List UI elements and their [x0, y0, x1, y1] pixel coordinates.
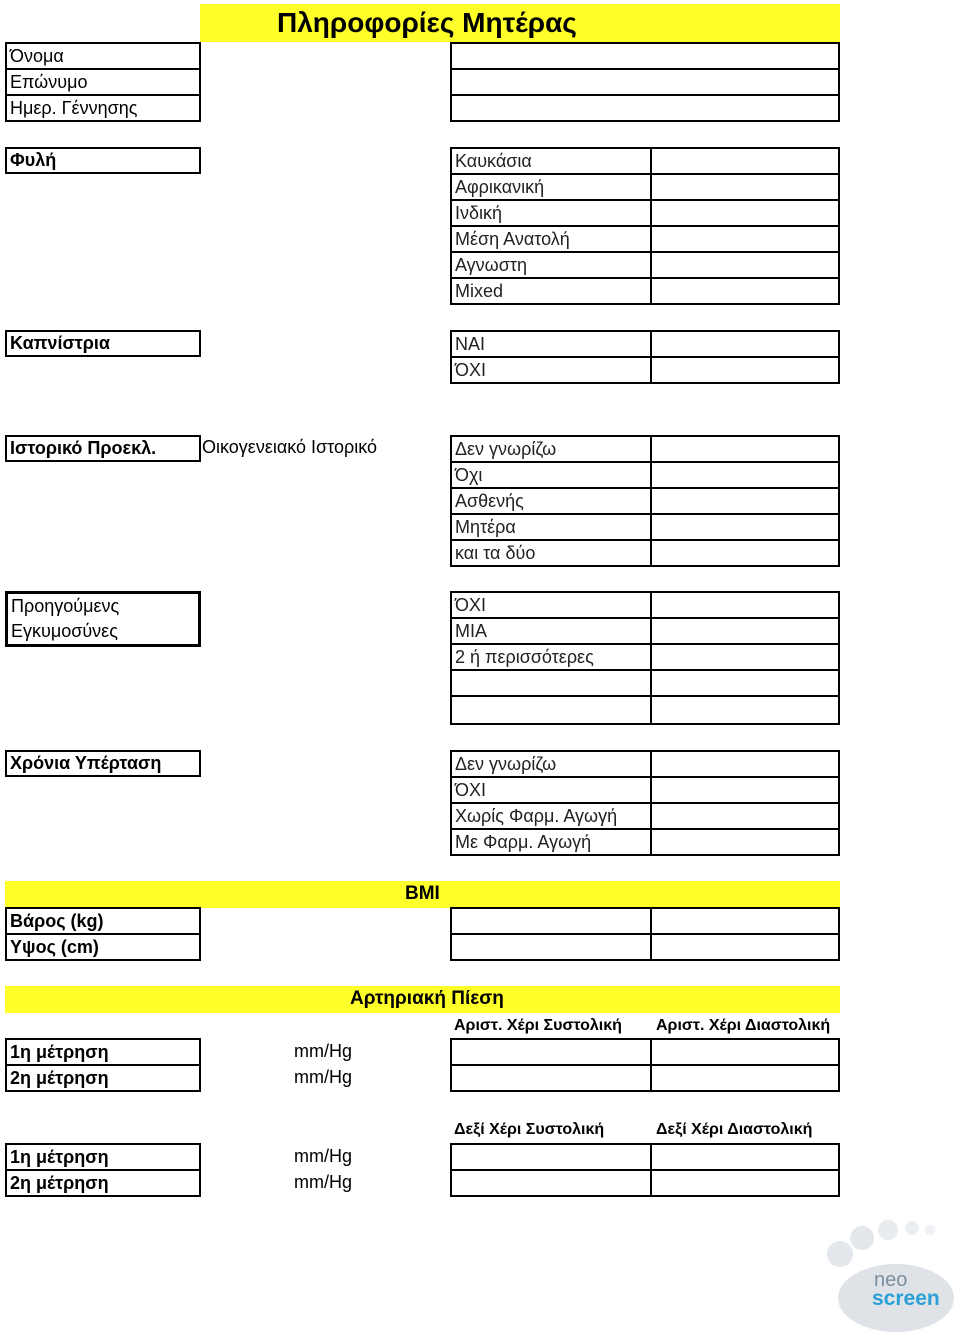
race-options: [450, 147, 840, 305]
race-label: Φυλή: [10, 150, 57, 170]
left-bp-measure-1-label: 1η μέτρηση: [7, 1040, 199, 1066]
hypertension-option-row[interactable]: [452, 778, 838, 804]
pregnancies-option-check[interactable]: [652, 619, 838, 643]
left-systolic-1-field[interactable]: [452, 1040, 652, 1064]
preeclampsia-option-row[interactable]: [452, 489, 838, 515]
preeclampsia-option-check[interactable]: [652, 437, 838, 461]
right-diastolic-1-field[interactable]: [652, 1145, 838, 1169]
left-diastolic-2-field[interactable]: [652, 1066, 838, 1092]
right-bp-labels: [5, 1143, 201, 1197]
smoker-label-box: [5, 330, 201, 357]
height-extra-field[interactable]: [652, 935, 838, 961]
left-diastolic-header: Αριστ. Χέρι Διαστολική: [656, 1017, 831, 1034]
left-bp-unit-1: mm/Hg: [294, 1041, 352, 1061]
hypertension-option-with-medication[interactable]: Με Φαρμ. Αγωγή: [452, 830, 652, 856]
hypertension-option-row[interactable]: [452, 804, 838, 830]
logo-screen: screen: [872, 1287, 940, 1310]
race-option-check[interactable]: [652, 253, 838, 277]
hypertension-option-check[interactable]: [652, 778, 838, 802]
hypertension-options: [450, 750, 840, 856]
preeclampsia-option-check[interactable]: [652, 489, 838, 513]
preeclampsia-option-no[interactable]: Όχι: [452, 463, 652, 487]
preeclampsia-option-both[interactable]: και τα δύο: [452, 541, 652, 567]
pregnancies-option-none[interactable]: ΌΧΙ: [452, 593, 652, 617]
race-label-box: [5, 147, 201, 174]
race-option-check[interactable]: [652, 201, 838, 225]
family-history-label: Οικογενειακό Ιστορικό: [202, 437, 378, 457]
preeclampsia-options: [450, 435, 840, 567]
left-systolic-header: Αριστ. Χέρι Συστολική: [454, 1017, 622, 1034]
page-title: Πληροφορίες Μητέρας: [277, 7, 577, 38]
height-label: Υψος (cm): [10, 937, 99, 957]
pregnancies-option-one[interactable]: ΜΙΑ: [452, 619, 652, 643]
race-option-check[interactable]: [652, 149, 838, 173]
pregnancies-option-check[interactable]: [652, 697, 838, 723]
bp-header: Αρτηριακή Πίεση: [350, 988, 504, 1009]
hypertension-option-unknown[interactable]: Δεν γνωρίζω: [452, 752, 652, 776]
pregnancies-option-check[interactable]: [652, 645, 838, 669]
pregnancies-label-box: [5, 591, 201, 647]
smoker-label: Καπνίστρια: [10, 333, 110, 353]
pregnancies-options: [450, 591, 840, 725]
bmi-row[interactable]: [452, 935, 838, 961]
pregnancies-option-row[interactable]: [452, 697, 838, 723]
height-field[interactable]: [452, 935, 652, 961]
mother-surname-field[interactable]: [452, 70, 838, 96]
smoker-option-check[interactable]: [652, 358, 838, 384]
hypertension-option-row[interactable]: [452, 830, 838, 856]
right-bp-unit-1: mm/Hg: [294, 1146, 352, 1166]
smoker-options: [450, 330, 840, 384]
right-bp-row[interactable]: [452, 1145, 838, 1171]
race-option-indian[interactable]: Ινδική: [452, 201, 652, 225]
pregnancies-option-blank[interactable]: [452, 671, 652, 695]
mother-surname-label: Επώνυμο: [7, 70, 199, 96]
pregnancies-label-line1: Προηγούμενς: [11, 596, 120, 616]
bmi-labels: [5, 907, 201, 961]
race-option-check[interactable]: [652, 279, 838, 305]
preeclampsia-option-patient[interactable]: Ασθενής: [452, 489, 652, 513]
weight-field[interactable]: [452, 909, 652, 933]
weight-label: Βάρος (kg): [7, 909, 199, 935]
mother-name-field[interactable]: [452, 44, 838, 70]
hypertension-option-row[interactable]: [452, 752, 838, 778]
race-option-check[interactable]: [652, 227, 838, 251]
preeclampsia-label: Ιστορικό Προεκλ.: [10, 438, 157, 458]
left-bp-row[interactable]: [452, 1066, 838, 1092]
mother-dob-label: Ημερ. Γέννησης: [10, 98, 138, 118]
pregnancies-option-row[interactable]: [452, 593, 838, 619]
mother-fields-inputs: [450, 42, 840, 122]
right-bp-measure-2-label: 2η μέτρηση: [10, 1173, 109, 1193]
race-option-row[interactable]: [452, 227, 838, 253]
left-bp-labels: [5, 1038, 201, 1092]
right-bp-inputs: [450, 1143, 840, 1197]
hypertension-option-no[interactable]: ΌΧΙ: [452, 778, 652, 802]
preeclampsia-option-check[interactable]: [652, 515, 838, 539]
preeclampsia-option-row[interactable]: [452, 437, 838, 463]
race-option-check[interactable]: [652, 175, 838, 199]
right-bp-unit-2: mm/Hg: [294, 1172, 352, 1192]
pregnancies-option-two-plus[interactable]: 2 ή περισσότερες: [452, 645, 652, 669]
race-option-row[interactable]: [452, 175, 838, 201]
preeclampsia-option-unknown[interactable]: Δεν γνωρίζω: [452, 437, 652, 461]
preeclampsia-option-row[interactable]: [452, 541, 838, 567]
pregnancies-option-row[interactable]: [452, 619, 838, 645]
bmi-header: BMI: [405, 883, 440, 904]
race-option-row[interactable]: [452, 149, 838, 175]
race-option-mixed[interactable]: Mixed: [452, 279, 652, 305]
right-systolic-1-field[interactable]: [452, 1145, 652, 1169]
hypertension-option-check[interactable]: [652, 752, 838, 776]
pregnancies-option-blank[interactable]: [452, 697, 652, 723]
hypertension-label-box: [5, 750, 201, 777]
mother-fields-labels: [5, 42, 201, 122]
hypertension-option-check[interactable]: [652, 830, 838, 856]
mother-dob-field[interactable]: [452, 96, 838, 122]
race-option-row[interactable]: [452, 279, 838, 305]
preeclampsia-option-mother[interactable]: Μητέρα: [452, 515, 652, 539]
left-bp-measure-2-label: 2η μέτρηση: [10, 1068, 109, 1088]
pregnancies-option-row[interactable]: [452, 645, 838, 671]
smoker-option-check[interactable]: [652, 332, 838, 356]
right-systolic-2-field[interactable]: [452, 1171, 652, 1197]
right-diastolic-2-field[interactable]: [652, 1171, 838, 1197]
race-option-unknown[interactable]: Αγνωστη: [452, 253, 652, 277]
right-bp-row[interactable]: [452, 1171, 838, 1197]
bmi-row[interactable]: [452, 909, 838, 935]
left-bp-inputs: [450, 1038, 840, 1092]
logo-neo: neo: [874, 1269, 908, 1291]
race-option-row[interactable]: [452, 201, 838, 227]
bmi-inputs: [450, 907, 840, 961]
smoker-option-no[interactable]: ΌΧΙ: [452, 358, 652, 384]
pregnancies-option-check[interactable]: [652, 593, 838, 617]
race-option-row[interactable]: [452, 253, 838, 279]
right-diastolic-header: Δεξί Χέρι Διαστολική: [656, 1121, 813, 1138]
right-bp-measure-1-label: 1η μέτρηση: [7, 1145, 199, 1171]
hypertension-label: Χρόνια Υπέρταση: [10, 753, 162, 773]
left-bp-row[interactable]: [452, 1040, 838, 1066]
pregnancies-label-line2: Εγκυμοσύνες: [11, 621, 118, 641]
hypertension-option-no-medication[interactable]: Χωρίς Φαρμ. Αγωγή: [452, 804, 652, 828]
pregnancies-option-row[interactable]: [452, 671, 838, 697]
smoker-option-row[interactable]: [452, 358, 838, 384]
preeclampsia-option-check[interactable]: [652, 541, 838, 567]
preeclampsia-option-row[interactable]: [452, 463, 838, 489]
weight-extra-field[interactable]: [652, 909, 838, 933]
right-systolic-header: Δεξί Χέρι Συστολική: [454, 1121, 605, 1138]
preeclampsia-option-row[interactable]: [452, 515, 838, 541]
preeclampsia-label-box: [5, 435, 201, 462]
race-option-middle-east[interactable]: Μέση Ανατολή: [452, 227, 652, 251]
pregnancies-option-check[interactable]: [652, 671, 838, 695]
mother-name-label: Όνομα: [7, 44, 199, 70]
smoker-option-yes[interactable]: ΝΑΙ: [452, 332, 652, 356]
left-systolic-2-field[interactable]: [452, 1066, 652, 1092]
smoker-option-row[interactable]: [452, 332, 838, 358]
race-option-caucasian[interactable]: Καυκάσια: [452, 149, 652, 173]
neoscreen-logo: [820, 1220, 958, 1334]
race-option-african[interactable]: Αφρικανική: [452, 175, 652, 199]
left-diastolic-1-field[interactable]: [652, 1040, 838, 1064]
preeclampsia-option-check[interactable]: [652, 463, 838, 487]
hypertension-option-check[interactable]: [652, 804, 838, 828]
left-bp-unit-2: mm/Hg: [294, 1067, 352, 1087]
